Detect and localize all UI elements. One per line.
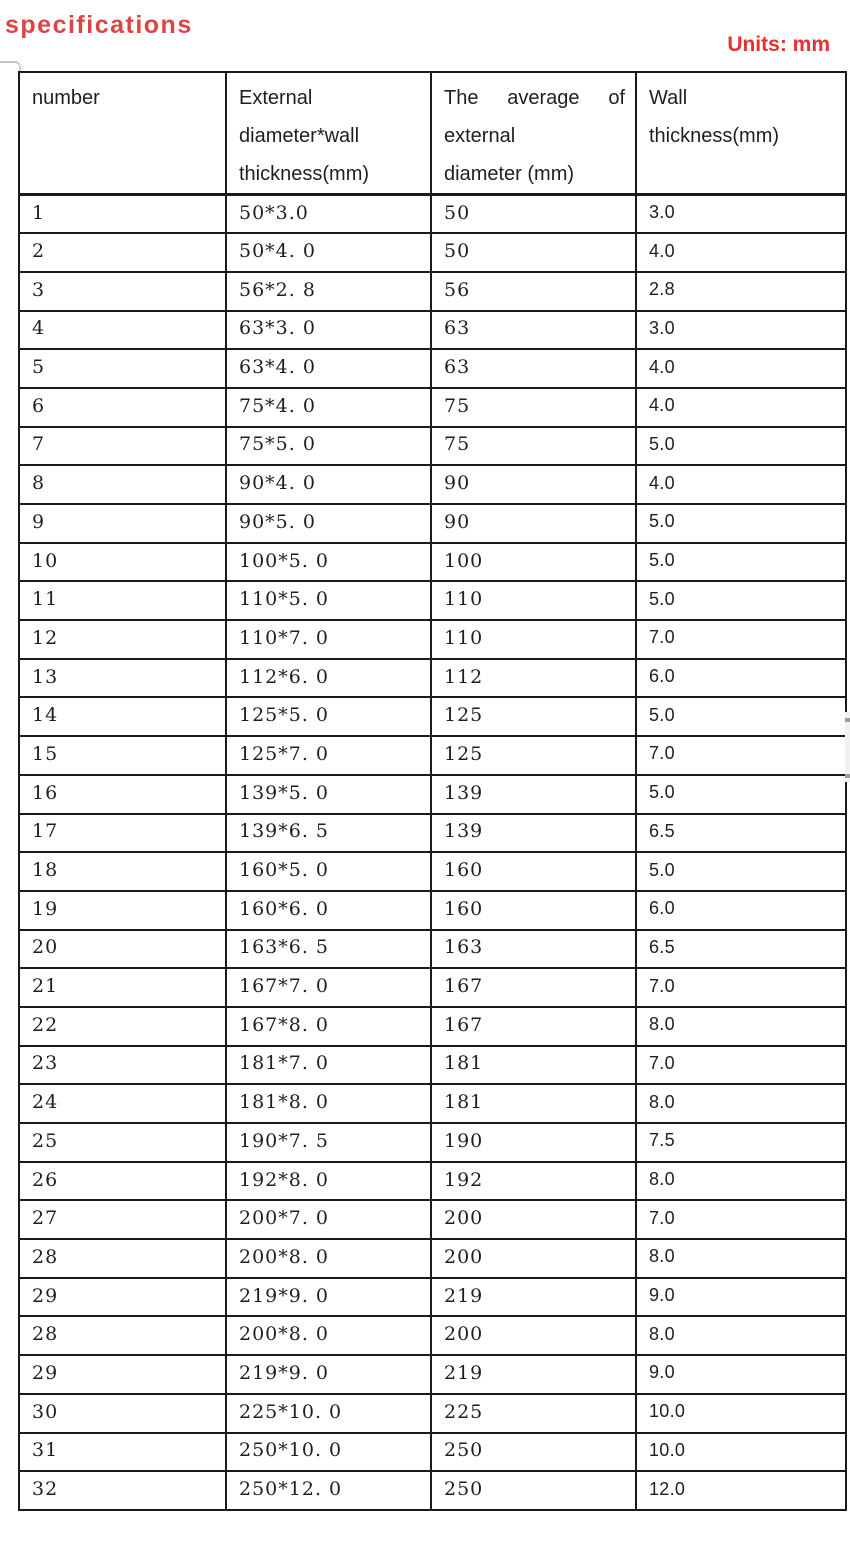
table-row — [19, 504, 846, 543]
header-line: External — [239, 87, 313, 109]
header-line: The average of — [444, 87, 625, 109]
cell-wall-thickness: 5.0 — [636, 543, 846, 582]
header-line: number — [32, 87, 100, 109]
cell-external-diameter-wall-thickness: 181*8. 0 — [226, 1084, 431, 1123]
spec-table-body — [19, 195, 846, 1510]
cell-number: 11 — [19, 581, 226, 620]
cell-external-diameter-wall-thickness: 200*8. 0 — [226, 1239, 431, 1278]
cell-external-diameter-wall-thickness: 110*5. 0 — [226, 581, 431, 620]
cell-average-external-diameter: 200 — [431, 1200, 636, 1239]
table-row — [19, 465, 846, 504]
cell-external-diameter-wall-thickness: 50*4. 0 — [226, 233, 431, 272]
cell-wall-thickness: 3.0 — [636, 311, 846, 350]
cell-average-external-diameter: 167 — [431, 1007, 636, 1046]
cell-number: 9 — [19, 504, 226, 543]
cell-external-diameter-wall-thickness: 219*9. 0 — [226, 1278, 431, 1317]
cell-average-external-diameter: 56 — [431, 272, 636, 311]
cell-number: 17 — [19, 814, 226, 853]
cell-wall-thickness: 5.0 — [636, 504, 846, 543]
cell-average-external-diameter: 250 — [431, 1433, 636, 1472]
cell-external-diameter-wall-thickness: 56*2. 8 — [226, 272, 431, 311]
cell-external-diameter-wall-thickness: 63*3. 0 — [226, 311, 431, 350]
cell-wall-thickness: 4.0 — [636, 349, 846, 388]
cell-wall-thickness: 5.0 — [636, 775, 846, 814]
cell-average-external-diameter: 75 — [431, 388, 636, 427]
table-row — [19, 1200, 846, 1239]
cell-wall-thickness: 5.0 — [636, 427, 846, 466]
cell-average-external-diameter: 112 — [431, 659, 636, 698]
scrollbar-tick — [845, 718, 850, 722]
cell-external-diameter-wall-thickness: 192*8. 0 — [226, 1162, 431, 1201]
table-row — [19, 659, 846, 698]
cell-number: 7 — [19, 427, 226, 466]
cell-number: 3 — [19, 272, 226, 311]
table-row — [19, 1316, 846, 1355]
cell-average-external-diameter: 200 — [431, 1239, 636, 1278]
cell-number: 14 — [19, 697, 226, 736]
cell-number: 19 — [19, 891, 226, 930]
cell-average-external-diameter: 90 — [431, 504, 636, 543]
table-row — [19, 388, 846, 427]
cell-average-external-diameter: 50 — [431, 195, 636, 234]
cell-external-diameter-wall-thickness: 50*3.0 — [226, 195, 431, 234]
cell-external-diameter-wall-thickness: 125*7. 0 — [226, 736, 431, 775]
cell-number: 8 — [19, 465, 226, 504]
cell-wall-thickness: 2.8 — [636, 272, 846, 311]
cell-external-diameter-wall-thickness: 90*5. 0 — [226, 504, 431, 543]
cell-wall-thickness: 10.0 — [636, 1394, 846, 1433]
cell-average-external-diameter: 181 — [431, 1046, 636, 1085]
table-row — [19, 1123, 846, 1162]
table-row — [19, 620, 846, 659]
cell-wall-thickness: 8.0 — [636, 1162, 846, 1201]
cell-average-external-diameter: 160 — [431, 891, 636, 930]
cell-external-diameter-wall-thickness: 100*5. 0 — [226, 543, 431, 582]
header-line: thickness(mm) — [239, 163, 370, 185]
table-row — [19, 775, 846, 814]
cell-external-diameter-wall-thickness: 160*5. 0 — [226, 852, 431, 891]
table-row — [19, 736, 846, 775]
table-row — [19, 1355, 846, 1394]
cell-external-diameter-wall-thickness: 167*8. 0 — [226, 1007, 431, 1046]
cell-wall-thickness: 9.0 — [636, 1355, 846, 1394]
cell-number: 15 — [19, 736, 226, 775]
table-row — [19, 930, 846, 969]
cell-number: 20 — [19, 930, 226, 969]
table-header — [19, 72, 846, 195]
header-line: Wall — [649, 87, 688, 109]
cell-number: 30 — [19, 1394, 226, 1433]
cell-external-diameter-wall-thickness: 90*4. 0 — [226, 465, 431, 504]
cell-wall-thickness: 10.0 — [636, 1433, 846, 1472]
cell-wall-thickness: 6.0 — [636, 891, 846, 930]
cell-average-external-diameter: 90 — [431, 465, 636, 504]
cell-external-diameter-wall-thickness: 125*5. 0 — [226, 697, 431, 736]
table-header-row — [19, 72, 846, 195]
cell-number: 21 — [19, 968, 226, 1007]
cell-external-diameter-wall-thickness: 200*8. 0 — [226, 1316, 431, 1355]
cell-number: 18 — [19, 852, 226, 891]
cell-number: 5 — [19, 349, 226, 388]
scrollbar-fragment[interactable] — [845, 712, 850, 782]
cell-wall-thickness: 5.0 — [636, 852, 846, 891]
page-title: specifications — [5, 11, 193, 39]
table-row — [19, 852, 846, 891]
col-header-number — [19, 72, 226, 195]
table-row — [19, 1084, 846, 1123]
cell-external-diameter-wall-thickness: 219*9. 0 — [226, 1355, 431, 1394]
cell-wall-thickness: 8.0 — [636, 1084, 846, 1123]
table-row — [19, 1046, 846, 1085]
cell-external-diameter-wall-thickness: 167*7. 0 — [226, 968, 431, 1007]
cell-number: 26 — [19, 1162, 226, 1201]
cell-number: 13 — [19, 659, 226, 698]
cell-average-external-diameter: 225 — [431, 1394, 636, 1433]
table-row — [19, 697, 846, 736]
cell-external-diameter-wall-thickness: 163*6. 5 — [226, 930, 431, 969]
cell-number: 27 — [19, 1200, 226, 1239]
cell-external-diameter-wall-thickness: 190*7. 5 — [226, 1123, 431, 1162]
table-row — [19, 581, 846, 620]
header-line: thickness(mm) — [649, 125, 780, 147]
cell-wall-thickness: 4.0 — [636, 388, 846, 427]
table-row — [19, 1007, 846, 1046]
cell-average-external-diameter: 139 — [431, 814, 636, 853]
table-row — [19, 1162, 846, 1201]
cell-average-external-diameter: 75 — [431, 427, 636, 466]
cell-wall-thickness: 7.0 — [636, 1046, 846, 1085]
cell-number: 22 — [19, 1007, 226, 1046]
scrollbar-tick — [845, 774, 850, 778]
cell-wall-thickness: 4.0 — [636, 233, 846, 272]
cell-average-external-diameter: 125 — [431, 697, 636, 736]
table-row — [19, 543, 846, 582]
cell-average-external-diameter: 192 — [431, 1162, 636, 1201]
col-header-average-external-diameter — [431, 72, 636, 195]
cell-average-external-diameter: 160 — [431, 852, 636, 891]
cell-external-diameter-wall-thickness: 160*6. 0 — [226, 891, 431, 930]
header-line: diameter*wall — [239, 125, 360, 147]
cell-number: 23 — [19, 1046, 226, 1085]
cell-wall-thickness: 5.0 — [636, 581, 846, 620]
table-row — [19, 891, 846, 930]
table-row — [19, 427, 846, 466]
cell-number: 16 — [19, 775, 226, 814]
cell-external-diameter-wall-thickness: 225*10. 0 — [226, 1394, 431, 1433]
cell-average-external-diameter: 167 — [431, 968, 636, 1007]
cell-wall-thickness: 6.5 — [636, 930, 846, 969]
cell-number: 29 — [19, 1355, 226, 1394]
cell-average-external-diameter: 219 — [431, 1278, 636, 1317]
cell-wall-thickness: 3.0 — [636, 195, 846, 234]
cell-external-diameter-wall-thickness: 250*12. 0 — [226, 1471, 431, 1510]
cell-number: 24 — [19, 1084, 226, 1123]
col-header-wall-thickness — [636, 72, 846, 195]
cell-number: 25 — [19, 1123, 226, 1162]
cell-average-external-diameter: 50 — [431, 233, 636, 272]
cell-external-diameter-wall-thickness: 63*4. 0 — [226, 349, 431, 388]
cell-average-external-diameter: 63 — [431, 311, 636, 350]
cell-average-external-diameter: 100 — [431, 543, 636, 582]
cell-wall-thickness: 4.0 — [636, 465, 846, 504]
table-row — [19, 349, 846, 388]
cell-number: 28 — [19, 1316, 226, 1355]
cell-average-external-diameter: 139 — [431, 775, 636, 814]
table-row — [19, 311, 846, 350]
units-label: Units: mm — [727, 33, 830, 56]
cell-external-diameter-wall-thickness: 75*5. 0 — [226, 427, 431, 466]
cell-external-diameter-wall-thickness: 110*7. 0 — [226, 620, 431, 659]
table-row — [19, 968, 846, 1007]
cell-average-external-diameter: 110 — [431, 620, 636, 659]
cell-wall-thickness: 5.0 — [636, 697, 846, 736]
cell-wall-thickness: 7.5 — [636, 1123, 846, 1162]
cell-wall-thickness: 9.0 — [636, 1278, 846, 1317]
cell-number: 32 — [19, 1471, 226, 1510]
cell-number: 28 — [19, 1239, 226, 1278]
cell-number: 4 — [19, 311, 226, 350]
cell-average-external-diameter: 181 — [431, 1084, 636, 1123]
cell-number: 29 — [19, 1278, 226, 1317]
cell-wall-thickness: 12.0 — [636, 1471, 846, 1510]
cell-external-diameter-wall-thickness: 75*4. 0 — [226, 388, 431, 427]
cell-number: 10 — [19, 543, 226, 582]
cell-average-external-diameter: 163 — [431, 930, 636, 969]
cell-number: 6 — [19, 388, 226, 427]
cell-external-diameter-wall-thickness: 139*6. 5 — [226, 814, 431, 853]
table-row — [19, 814, 846, 853]
table-row — [19, 1278, 846, 1317]
table-row — [19, 1239, 846, 1278]
cell-average-external-diameter: 63 — [431, 349, 636, 388]
cell-wall-thickness: 6.5 — [636, 814, 846, 853]
cell-external-diameter-wall-thickness: 181*7. 0 — [226, 1046, 431, 1085]
cell-average-external-diameter: 250 — [431, 1471, 636, 1510]
table-row — [19, 195, 846, 234]
header-line: external — [444, 125, 516, 147]
cell-wall-thickness: 7.0 — [636, 736, 846, 775]
cell-average-external-diameter: 219 — [431, 1355, 636, 1394]
cell-external-diameter-wall-thickness: 200*7. 0 — [226, 1200, 431, 1239]
cell-external-diameter-wall-thickness: 139*5. 0 — [226, 775, 431, 814]
cell-average-external-diameter: 125 — [431, 736, 636, 775]
cell-external-diameter-wall-thickness: 112*6. 0 — [226, 659, 431, 698]
header-line: diameter (mm) — [444, 163, 575, 185]
cell-wall-thickness: 8.0 — [636, 1239, 846, 1278]
table-row — [19, 1471, 846, 1510]
cell-average-external-diameter: 190 — [431, 1123, 636, 1162]
cell-number: 1 — [19, 195, 226, 234]
cell-wall-thickness: 8.0 — [636, 1007, 846, 1046]
cell-number: 31 — [19, 1433, 226, 1472]
cell-external-diameter-wall-thickness: 250*10. 0 — [226, 1433, 431, 1472]
cell-average-external-diameter: 110 — [431, 581, 636, 620]
cell-average-external-diameter: 200 — [431, 1316, 636, 1355]
table-row — [19, 1394, 846, 1433]
cell-wall-thickness: 8.0 — [636, 1316, 846, 1355]
table-row — [19, 272, 846, 311]
cell-wall-thickness: 7.0 — [636, 968, 846, 1007]
cell-number: 2 — [19, 233, 226, 272]
specifications-table — [18, 71, 847, 1511]
cell-wall-thickness: 7.0 — [636, 1200, 846, 1239]
table-row — [19, 1433, 846, 1472]
cell-wall-thickness: 6.0 — [636, 659, 846, 698]
col-header-external-diameter-wall-thickness — [226, 72, 431, 195]
cell-number: 12 — [19, 620, 226, 659]
cell-wall-thickness: 7.0 — [636, 620, 846, 659]
table-row — [19, 233, 846, 272]
